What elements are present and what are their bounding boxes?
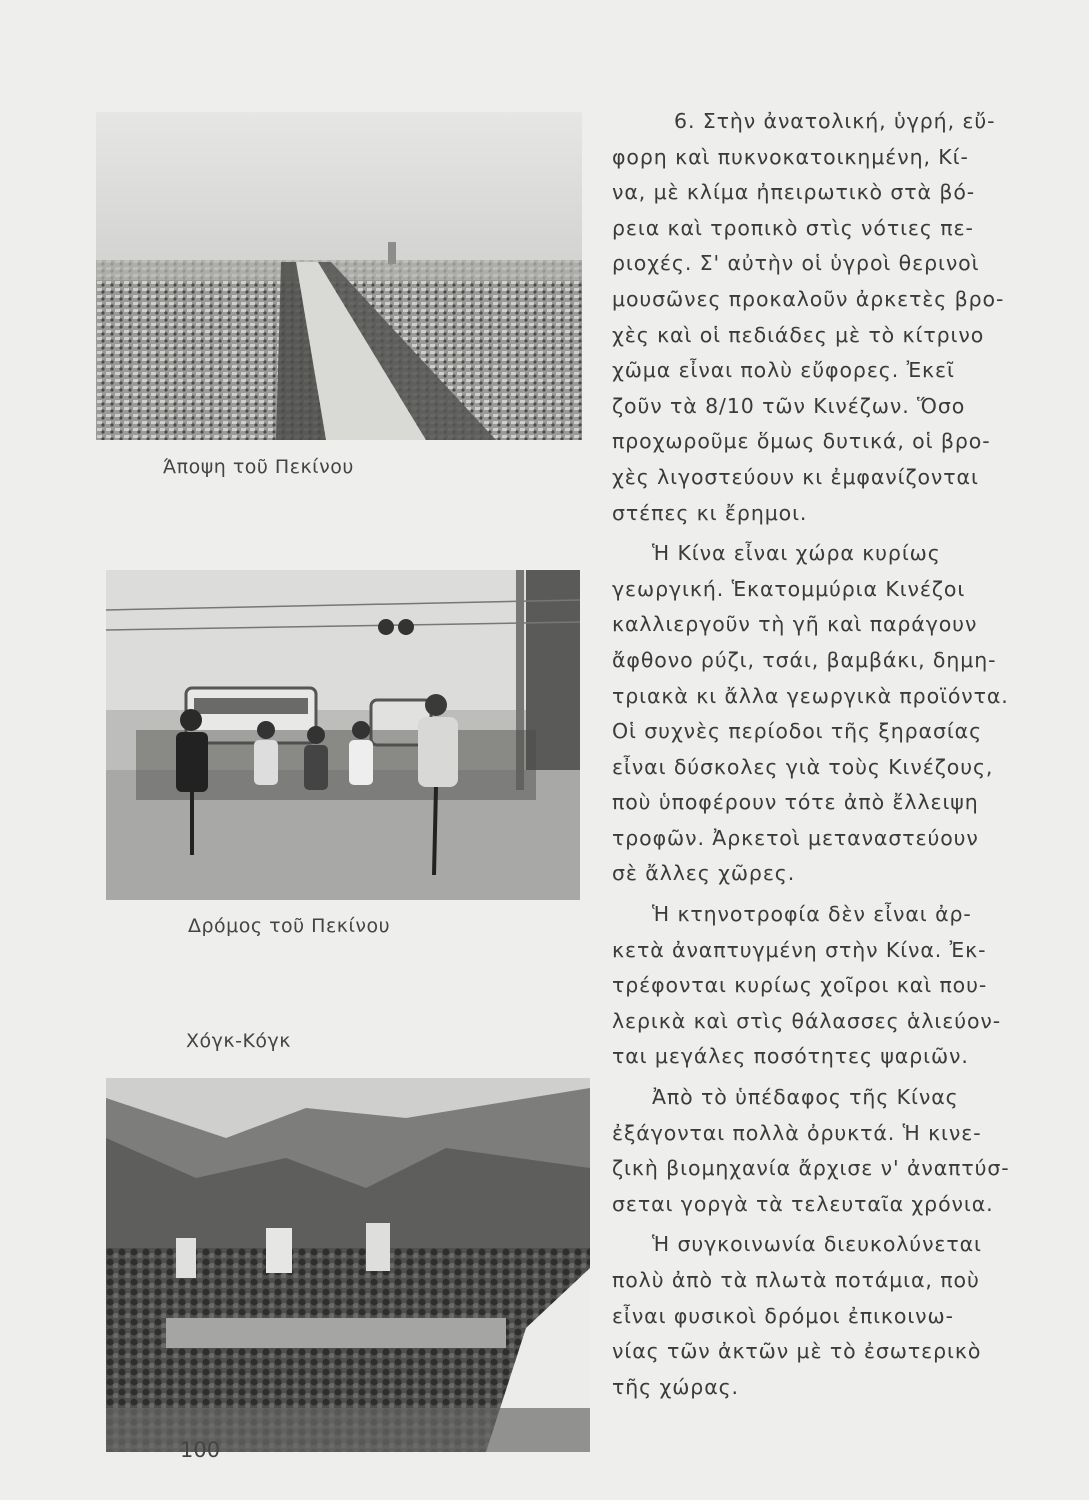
text-line: μουσῶνες προκαλοῦν ἀρκετὲς βρο- (612, 286, 1005, 311)
photo-caption: Χόγκ-Κόγκ (186, 1030, 291, 1052)
peking-street-photo (106, 570, 580, 900)
text-paragraph (612, 897, 1046, 1075)
text-line: νίας τῶν ἀκτῶν μὲ τὸ ἐσωτερικὸ (612, 1339, 982, 1364)
text-paragraph (612, 1227, 1046, 1405)
text-line: να, μὲ κλίμα ἠπειρωτικὸ στὰ βό- (612, 180, 976, 205)
text-line: καλλιεργοῦν τὴ γῆ καὶ παράγουν (612, 612, 978, 637)
text-line: τῆς χώρας. (612, 1374, 739, 1399)
text-line: ποὺ ὑποφέρουν τότε ἀπὸ ἔλλειψη (612, 790, 979, 815)
text-line: σεται γοργὰ τὰ τελευταῖα χρόνια. (612, 1191, 994, 1216)
text-paragraph (612, 1080, 1046, 1222)
photo-caption: Άποψη τοῦ Πεκίνου (163, 456, 354, 478)
text-line: τριακὰ κι ἄλλα γεωργικὰ προϊόντα. (612, 683, 1009, 708)
text-line: τροφῶν. Ἀρκετοὶ μεταναστεύουν (612, 825, 979, 850)
page-number: 100 (180, 1438, 221, 1462)
text-line: φορη καὶ πυκνοκατοικημένη, Κί- (612, 144, 969, 169)
text-line: εἶναι δύσκολες γιὰ τοὺς Κινέζους, (612, 754, 994, 779)
text-line: Ἡ Κίνα εἶναι χώρα κυρίως (652, 541, 941, 566)
text-line: λερικὰ καὶ στὶς θάλασσες ἁλιεύον- (612, 1008, 1002, 1033)
text-line: εἶναι φυσικοὶ δρόμοι ἐπικοινω- (612, 1303, 954, 1328)
text-line: χῶμα εἶναι πολὺ εὔφορες. Ἐκεῖ (612, 358, 955, 383)
text-paragraph (612, 104, 1046, 531)
text-line: ται μεγάλες ποσότητες ψαριῶν. (612, 1044, 969, 1069)
text-line: ζοῦν τὰ 8/10 τῶν Κινέζων. Ὅσο (612, 393, 966, 418)
text-line: ἐξάγονται πολλὰ ὀρυκτά. Ἡ κινε- (612, 1120, 982, 1145)
peking-aerial-view-photo (96, 112, 582, 440)
hong-kong-photo (106, 1078, 590, 1452)
text-line: ζικὴ βιομηχανία ἄρχισε ν' ἀναπτύσ- (612, 1156, 1010, 1181)
text-line: Ἀπὸ τὸ ὑπέδαφος τῆς Κίνας (652, 1085, 959, 1110)
text-line: κετὰ ἀναπτυγμένη στὴν Κίνα. Ἐκ- (612, 937, 987, 962)
text-line: τρέφονται κυρίως χοῖροι καὶ που- (612, 973, 988, 998)
text-line: πολὺ ἀπὸ τὰ πλωτὰ ποτάμια, ποὺ (612, 1268, 980, 1292)
text-line: ρεια καὶ τροπικὸ στὶς νότιες πε- (612, 215, 974, 240)
text-line: γεωργική. Ἑκατομμύρια Κινέζοι (612, 576, 966, 601)
text-line: στέπες κι ἔρημοι. (612, 500, 808, 525)
text-line: προχωροῦμε ὅμως δυτικά, οἱ βρο- (612, 429, 991, 454)
text-line: ριοχές. Σ' αὐτὴν οἱ ὑγροὶ θερινοὶ (612, 251, 980, 276)
photo-caption: Δρόμος τοῦ Πεκίνου (188, 915, 391, 937)
text-line: Οἱ συχνὲς περίοδοι τῆς ξηρασίας (612, 719, 983, 744)
text-line: σὲ ἄλλες χῶρες. (612, 861, 796, 886)
text-line: χὲς λιγοστεύουν κι ἐμφανίζονται (612, 464, 979, 489)
text-line: ἄφθονο ρύζι, τσάι, βαμβάκι, δημη- (612, 647, 997, 672)
body-text-column (612, 104, 1046, 1405)
text-line: 6. Στὴν ἀνατολική, ὑγρή, εὔ- (674, 109, 996, 133)
text-line: Ἡ κτηνοτροφία δὲν εἶναι ἀρ- (652, 902, 972, 927)
text-paragraph (612, 536, 1046, 892)
text-line: Ἡ συγκοινωνία διευκολύνεται (652, 1232, 982, 1257)
text-line: χὲς καὶ οἱ πεδιάδες μὲ τὸ κίτρινο (612, 322, 985, 347)
